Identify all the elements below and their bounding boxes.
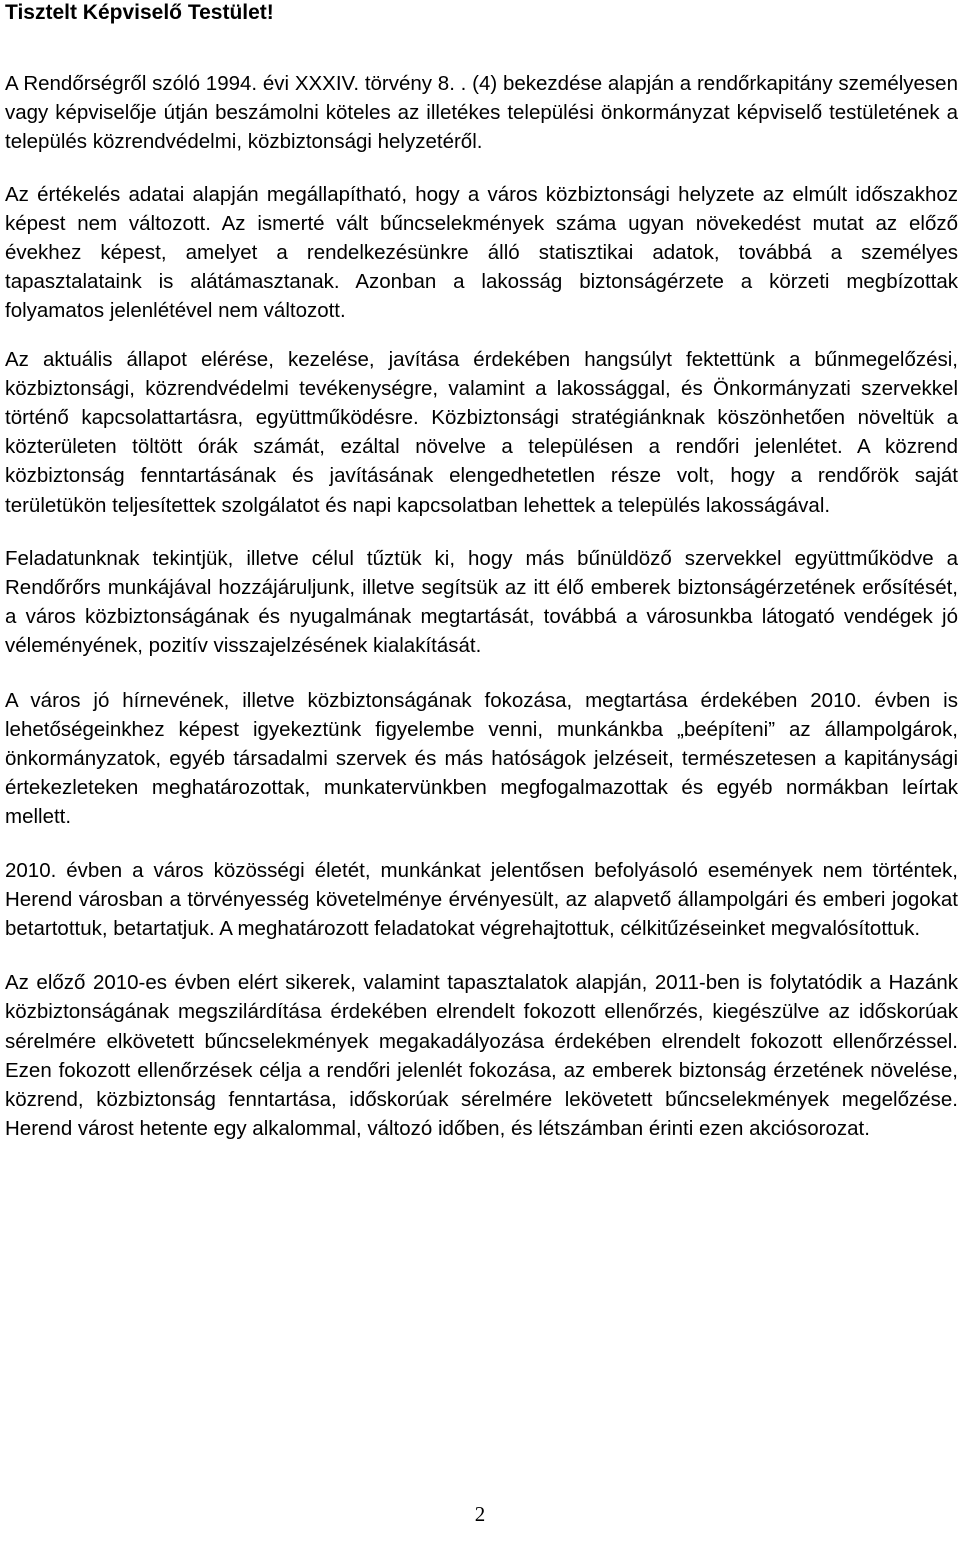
paragraph-legal-basis: A Rendőrségről szóló 1994. évi XXXIV. törvény 8. . (4) bekezdése alapján a rendőrkapitány személyesen vagy képviselője útján beszámolni köteles az illetékes települési önkormányzat képviselő testületének a település közrendvédelmi, közbiztonsági helyzetéről. xyxy=(5,72,958,154)
document-page xyxy=(5,0,958,1144)
paragraph-reputation: A város jó hírnevének, illetve közbiztonságának fokozása, megtartása érdekében 2010. évben is lehetőségeinkhez képest igyekeztünk figyelembe venni, munkánkba „beépíteni” az állampolgárok, önkormányzatok, egyéb társadalmi szervek és más hatóságok jelzéseit, természetesen a kapitánysági értekezleteken meghatározottak, munkatervünkben megfogalmazottak és egyéb normákban leírtak mellett. xyxy=(5,688,958,829)
paragraph-assessment: Az értékelés adatai alapján megállapítható, hogy a város közbiztonsági helyzete az elmúlt időszakhoz képest nem változott. Az ismerté vált bűncselekmények száma ugyan növekedést mutat az előző évekhez képest, amelyet a rendelkezésünkre álló statisztikai adatok, továbbá a személyes tapasztalataink is alátámasztanak. Azonban a lakosság biztonságérzete a körzeti megbízottak folyamatos jelenlétével nem változott. xyxy=(5,182,958,323)
paragraph-current-state: Az aktuális állapot elérése, kezelése, javítása érdekében hangsúlyt fektettünk a bűnmegelőzési, közbiztonsági, közrendvédelmi tevékenységre, valamint a lakossággal, és Önkormányzati szervekkel történő kapcsolattartásra, együttműködésre. Közbiztonsági stratégiánknak köszönhetően növeltük a közterületen töltött órák számát, ezáltal növelve a településen a rendőri jelenlétet. A közrend közbiztonság fenntartásának és javításának elengedhetetlen része volt, hogy a rendőrök saját területükön teljesítettek szolgálatot és napi kapcsolatban lehettek a település lakosságával. xyxy=(5,347,958,517)
document-title: Tisztelt Képviselő Testület! xyxy=(5,1,274,24)
paragraph-2010-events: 2010. évben a város közösségi életét, munkánkat jelentősen befolyásoló események nem történtek, Herend városban a törvényesség követelménye érvényesült, az alapvető állampolgári és emberi jogokat betartottuk, betartatjuk. A meghatározott feladatokat végrehajtottuk, célkitűzéseinket megvalósítottuk. xyxy=(5,858,958,941)
page-number: 2 xyxy=(474,1502,486,1526)
paragraph-objectives: Feladatunknak tekintjük, illetve célul tűztük ki, hogy más bűnüldöző szervekkel együttműködve a Rendőrőrs munkájával hozzájáruljunk, illetve segítsük az itt élő emberek biztonságérzetének erősítését, a város közbiztonságának és nyugalmának megtartását, továbbá a városunkba látogató vendégek jó véleményének, pozitív visszajelzésének kialakítását. xyxy=(5,546,958,658)
paragraph-2011-plans: Az előző 2010-es évben elért sikerek, valamint tapasztalatok alapján, 2011-ben is folytatódik a Hazánk közbiztonságának megszilárdítása érdekében elrendelt fokozott ellenőrzés, kiegészülve az időskorúak sérelmére elkövetett bűncselekmények megakadályozása érdekében elrendelt fokozott ellenőrzéssel. Ezen fokozott ellenőrzések célja a rendőri jelenlét fokozása, az emberek biztonság érzetének növelése, közrend, közbiztonság fenntartása, időskorúak sérelmére lekövetett bűncselekmények megelőzése. Herend várost hetente egy alkalommal, változó időben, és létszámban érinti ezen akciósorozat. xyxy=(5,971,958,1141)
